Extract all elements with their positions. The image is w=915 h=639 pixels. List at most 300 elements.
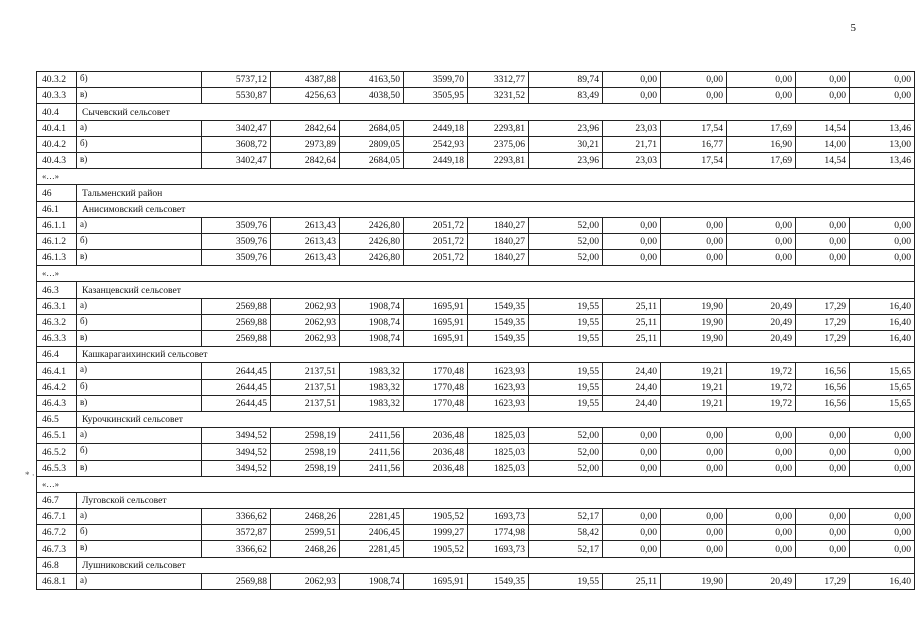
value-cell: 0,00 <box>796 250 850 266</box>
value-cell: 19,21 <box>661 395 727 411</box>
section-code: 46.1 <box>37 201 77 217</box>
value-cell: 19,21 <box>661 363 727 379</box>
row-code: 46.5.2 <box>37 444 77 460</box>
value-cell: 0,00 <box>727 444 796 460</box>
row-subitem: в) <box>77 460 202 476</box>
value-cell: 1825,03 <box>468 428 529 444</box>
value-cell: 0,00 <box>796 525 850 541</box>
value-cell: 52,00 <box>529 460 603 476</box>
value-cell: 2599,51 <box>271 525 340 541</box>
value-cell: 19,55 <box>529 395 603 411</box>
value-cell: 25,11 <box>603 331 661 347</box>
value-cell: 0,00 <box>850 428 915 444</box>
ellipsis-row <box>37 476 915 492</box>
value-cell: 0,00 <box>850 541 915 557</box>
value-cell: 2449,18 <box>404 120 468 136</box>
value-cell: 14,54 <box>796 152 850 168</box>
page-number: 5 <box>850 22 856 34</box>
value-cell: 1695,91 <box>404 298 468 314</box>
value-cell: 16,40 <box>850 331 915 347</box>
table-row <box>37 379 915 395</box>
row-code: 46.7.2 <box>37 525 77 541</box>
value-cell: 1840,27 <box>468 233 529 249</box>
value-cell: 2842,64 <box>271 120 340 136</box>
value-cell: 2468,26 <box>271 509 340 525</box>
row-subitem: в) <box>77 541 202 557</box>
value-cell: 1825,03 <box>468 444 529 460</box>
value-cell: 1549,35 <box>468 298 529 314</box>
value-cell: 2406,45 <box>340 525 404 541</box>
value-cell: 2684,05 <box>340 152 404 168</box>
value-cell: 15,65 <box>850 395 915 411</box>
value-cell: 3509,76 <box>202 250 271 266</box>
value-cell: 19,55 <box>529 298 603 314</box>
value-cell: 0,00 <box>796 460 850 476</box>
value-cell: 0,00 <box>727 233 796 249</box>
value-cell: 3509,76 <box>202 217 271 233</box>
row-code: 46.3.2 <box>37 314 77 330</box>
value-cell: 17,54 <box>661 120 727 136</box>
value-cell: 16,40 <box>850 298 915 314</box>
value-cell: 19,21 <box>661 379 727 395</box>
value-cell: 20,49 <box>727 573 796 589</box>
value-cell: 5737,12 <box>202 72 271 88</box>
section-code: 46.3 <box>37 282 77 298</box>
value-cell: 0,00 <box>661 444 727 460</box>
value-cell: 52,00 <box>529 217 603 233</box>
value-cell: 2569,88 <box>202 573 271 589</box>
value-cell: 13,00 <box>850 136 915 152</box>
row-code: 46.5.1 <box>37 428 77 444</box>
value-cell: 0,00 <box>603 233 661 249</box>
value-cell: 0,00 <box>727 460 796 476</box>
section-header-row <box>37 185 915 201</box>
section-name: Сычевский сельсовет <box>77 104 915 120</box>
value-cell: 2613,43 <box>271 233 340 249</box>
value-cell: 2598,19 <box>271 428 340 444</box>
value-cell: 16,56 <box>796 363 850 379</box>
value-cell: 1908,74 <box>340 298 404 314</box>
value-cell: 17,69 <box>727 152 796 168</box>
value-cell: 2411,56 <box>340 460 404 476</box>
value-cell: 1908,74 <box>340 314 404 330</box>
value-cell: 0,00 <box>796 428 850 444</box>
omission-mark: «…» <box>37 476 915 492</box>
value-cell: 1770,48 <box>404 363 468 379</box>
value-cell: 4163,50 <box>340 72 404 88</box>
section-header-row <box>37 411 915 427</box>
row-subitem: в) <box>77 88 202 104</box>
value-cell: 19,72 <box>727 395 796 411</box>
value-cell: 0,00 <box>603 250 661 266</box>
value-cell: 19,55 <box>529 573 603 589</box>
value-cell: 14,00 <box>796 136 850 152</box>
value-cell: 2036,48 <box>404 444 468 460</box>
value-cell: 2051,72 <box>404 250 468 266</box>
value-cell: 0,00 <box>661 88 727 104</box>
row-subitem: б) <box>77 233 202 249</box>
value-cell: 2281,45 <box>340 541 404 557</box>
value-cell: 1770,48 <box>404 379 468 395</box>
section-name: Луговской сельсовет <box>77 492 915 508</box>
row-subitem: а) <box>77 509 202 525</box>
value-cell: 2809,05 <box>340 136 404 152</box>
value-cell: 20,49 <box>727 298 796 314</box>
row-subitem: а) <box>77 363 202 379</box>
section-code: 46.4 <box>37 347 77 363</box>
section-name: Тальменский район <box>77 185 915 201</box>
value-cell: 1774,98 <box>468 525 529 541</box>
table-row <box>37 233 915 249</box>
value-cell: 0,00 <box>603 509 661 525</box>
value-cell: 0,00 <box>850 444 915 460</box>
value-cell: 2598,19 <box>271 460 340 476</box>
value-cell: 58,42 <box>529 525 603 541</box>
value-cell: 19,90 <box>661 573 727 589</box>
value-cell: 0,00 <box>661 460 727 476</box>
value-cell: 0,00 <box>603 428 661 444</box>
value-cell: 1983,32 <box>340 363 404 379</box>
section-code: 46.8 <box>37 557 77 573</box>
value-cell: 25,11 <box>603 314 661 330</box>
row-code: 46.7.3 <box>37 541 77 557</box>
value-cell: 0,00 <box>603 72 661 88</box>
value-cell: 4387,88 <box>271 72 340 88</box>
value-cell: 15,65 <box>850 363 915 379</box>
scan-mark: * · <box>25 470 35 480</box>
section-name: Казанцевский сельсовет <box>77 282 915 298</box>
value-cell: 5530,87 <box>202 88 271 104</box>
value-cell: 4038,50 <box>340 88 404 104</box>
value-cell: 1825,03 <box>468 460 529 476</box>
table-row <box>37 428 915 444</box>
value-cell: 0,00 <box>796 509 850 525</box>
value-cell: 2281,45 <box>340 509 404 525</box>
value-cell: 24,40 <box>603 379 661 395</box>
value-cell: 2644,45 <box>202 363 271 379</box>
value-cell: 0,00 <box>603 88 661 104</box>
row-subitem: а) <box>77 298 202 314</box>
row-subitem: в) <box>77 152 202 168</box>
row-code: 40.4.3 <box>37 152 77 168</box>
table-row <box>37 331 915 347</box>
row-code: 46.4.3 <box>37 395 77 411</box>
value-cell: 3366,62 <box>202 509 271 525</box>
value-cell: 15,65 <box>850 379 915 395</box>
omission-mark: «…» <box>37 169 915 185</box>
section-code: 46 <box>37 185 77 201</box>
row-code: 46.1.3 <box>37 250 77 266</box>
value-cell: 1623,93 <box>468 395 529 411</box>
value-cell: 1549,35 <box>468 314 529 330</box>
value-cell: 16,90 <box>727 136 796 152</box>
value-cell: 2062,93 <box>271 331 340 347</box>
value-cell: 0,00 <box>661 541 727 557</box>
value-cell: 0,00 <box>796 444 850 460</box>
value-cell: 3231,52 <box>468 88 529 104</box>
value-cell: 3312,77 <box>468 72 529 88</box>
value-cell: 3494,52 <box>202 444 271 460</box>
row-subitem: а) <box>77 120 202 136</box>
value-cell: 17,29 <box>796 331 850 347</box>
value-cell: 0,00 <box>796 72 850 88</box>
value-cell: 19,90 <box>661 298 727 314</box>
row-code: 40.4.2 <box>37 136 77 152</box>
value-cell: 2569,88 <box>202 331 271 347</box>
value-cell: 3366,62 <box>202 541 271 557</box>
row-subitem: а) <box>77 428 202 444</box>
table-row <box>37 314 915 330</box>
value-cell: 0,00 <box>727 217 796 233</box>
value-cell: 0,00 <box>661 72 727 88</box>
row-subitem: б) <box>77 444 202 460</box>
value-cell: 0,00 <box>850 233 915 249</box>
value-cell: 52,00 <box>529 233 603 249</box>
value-cell: 0,00 <box>850 460 915 476</box>
value-cell: 25,11 <box>603 298 661 314</box>
value-cell: 2051,72 <box>404 233 468 249</box>
section-header-row <box>37 557 915 573</box>
value-cell: 1549,35 <box>468 331 529 347</box>
table-row <box>37 120 915 136</box>
value-cell: 2684,05 <box>340 120 404 136</box>
value-cell: 16,40 <box>850 314 915 330</box>
row-subitem: б) <box>77 314 202 330</box>
value-cell: 1905,52 <box>404 509 468 525</box>
value-cell: 2426,80 <box>340 217 404 233</box>
value-cell: 2569,88 <box>202 314 271 330</box>
value-cell: 2293,81 <box>468 120 529 136</box>
row-code: 46.5.3 <box>37 460 77 476</box>
value-cell: 17,54 <box>661 152 727 168</box>
section-header-row <box>37 104 915 120</box>
table-row <box>37 136 915 152</box>
row-code: 46.4.2 <box>37 379 77 395</box>
value-cell: 0,00 <box>661 250 727 266</box>
value-cell: 1695,91 <box>404 573 468 589</box>
row-subitem: в) <box>77 331 202 347</box>
value-cell: 0,00 <box>727 250 796 266</box>
tariff-table-container <box>36 71 911 590</box>
value-cell: 3494,52 <box>202 460 271 476</box>
table-row <box>37 250 915 266</box>
table-row <box>37 88 915 104</box>
value-cell: 2293,81 <box>468 152 529 168</box>
value-cell: 23,96 <box>529 120 603 136</box>
table-row <box>37 298 915 314</box>
section-header-row <box>37 201 915 217</box>
value-cell: 0,00 <box>603 525 661 541</box>
value-cell: 2842,64 <box>271 152 340 168</box>
value-cell: 16,40 <box>850 573 915 589</box>
value-cell: 19,72 <box>727 379 796 395</box>
value-cell: 1770,48 <box>404 395 468 411</box>
value-cell: 0,00 <box>727 428 796 444</box>
row-code: 46.1.1 <box>37 217 77 233</box>
value-cell: 23,96 <box>529 152 603 168</box>
value-cell: 2542,93 <box>404 136 468 152</box>
row-subitem: б) <box>77 72 202 88</box>
value-cell: 1983,32 <box>340 379 404 395</box>
value-cell: 2598,19 <box>271 444 340 460</box>
section-header-row <box>37 347 915 363</box>
value-cell: 0,00 <box>727 509 796 525</box>
value-cell: 2062,93 <box>271 314 340 330</box>
value-cell: 52,17 <box>529 541 603 557</box>
value-cell: 3599,70 <box>404 72 468 88</box>
value-cell: 2449,18 <box>404 152 468 168</box>
section-name: Анисимовский сельсовет <box>77 201 915 217</box>
value-cell: 83,49 <box>529 88 603 104</box>
value-cell: 0,00 <box>603 217 661 233</box>
value-cell: 2426,80 <box>340 233 404 249</box>
value-cell: 2468,26 <box>271 541 340 557</box>
value-cell: 30,21 <box>529 136 603 152</box>
value-cell: 24,40 <box>603 363 661 379</box>
ellipsis-row <box>37 266 915 282</box>
value-cell: 0,00 <box>661 525 727 541</box>
value-cell: 0,00 <box>661 217 727 233</box>
value-cell: 13,46 <box>850 152 915 168</box>
value-cell: 0,00 <box>727 88 796 104</box>
row-subitem: в) <box>77 395 202 411</box>
value-cell: 3402,47 <box>202 120 271 136</box>
value-cell: 89,74 <box>529 72 603 88</box>
value-cell: 16,56 <box>796 395 850 411</box>
value-cell: 1905,52 <box>404 541 468 557</box>
section-header-row <box>37 492 915 508</box>
value-cell: 1623,93 <box>468 379 529 395</box>
table-row <box>37 460 915 476</box>
table-row <box>37 363 915 379</box>
value-cell: 0,00 <box>603 460 661 476</box>
value-cell: 3572,87 <box>202 525 271 541</box>
row-subitem: б) <box>77 136 202 152</box>
value-cell: 3509,76 <box>202 233 271 249</box>
value-cell: 52,00 <box>529 250 603 266</box>
row-code: 40.4.1 <box>37 120 77 136</box>
value-cell: 1983,32 <box>340 395 404 411</box>
value-cell: 2036,48 <box>404 428 468 444</box>
value-cell: 1695,91 <box>404 314 468 330</box>
section-header-row <box>37 282 915 298</box>
value-cell: 14,54 <box>796 120 850 136</box>
table-body <box>37 72 915 590</box>
value-cell: 1999,27 <box>404 525 468 541</box>
ellipsis-row <box>37 169 915 185</box>
value-cell: 1840,27 <box>468 250 529 266</box>
value-cell: 2375,06 <box>468 136 529 152</box>
row-code: 46.1.2 <box>37 233 77 249</box>
value-cell: 0,00 <box>796 217 850 233</box>
table-row <box>37 509 915 525</box>
table-row <box>37 525 915 541</box>
value-cell: 17,29 <box>796 314 850 330</box>
table-row <box>37 573 915 589</box>
value-cell: 1908,74 <box>340 573 404 589</box>
value-cell: 0,00 <box>603 541 661 557</box>
value-cell: 25,11 <box>603 573 661 589</box>
value-cell: 19,72 <box>727 363 796 379</box>
value-cell: 0,00 <box>850 72 915 88</box>
value-cell: 23,03 <box>603 120 661 136</box>
value-cell: 3608,72 <box>202 136 271 152</box>
value-cell: 0,00 <box>661 233 727 249</box>
value-cell: 52,00 <box>529 428 603 444</box>
value-cell: 3402,47 <box>202 152 271 168</box>
value-cell: 3494,52 <box>202 428 271 444</box>
table-row <box>37 72 915 88</box>
value-cell: 19,55 <box>529 363 603 379</box>
value-cell: 1695,91 <box>404 331 468 347</box>
value-cell: 0,00 <box>603 444 661 460</box>
value-cell: 24,40 <box>603 395 661 411</box>
value-cell: 2613,43 <box>271 250 340 266</box>
row-subitem: в) <box>77 250 202 266</box>
value-cell: 0,00 <box>850 250 915 266</box>
value-cell: 1693,73 <box>468 541 529 557</box>
value-cell: 2036,48 <box>404 460 468 476</box>
value-cell: 0,00 <box>850 217 915 233</box>
value-cell: 52,17 <box>529 509 603 525</box>
row-code: 46.7.1 <box>37 509 77 525</box>
section-code: 40.4 <box>37 104 77 120</box>
row-subitem: б) <box>77 525 202 541</box>
value-cell: 0,00 <box>796 541 850 557</box>
section-code: 46.7 <box>37 492 77 508</box>
value-cell: 3505,95 <box>404 88 468 104</box>
value-cell: 2051,72 <box>404 217 468 233</box>
section-name: Лушниковский сельсовет <box>77 557 915 573</box>
value-cell: 2613,43 <box>271 217 340 233</box>
value-cell: 2426,80 <box>340 250 404 266</box>
value-cell: 2137,51 <box>271 379 340 395</box>
value-cell: 19,55 <box>529 379 603 395</box>
value-cell: 0,00 <box>850 525 915 541</box>
value-cell: 19,55 <box>529 314 603 330</box>
value-cell: 17,29 <box>796 573 850 589</box>
value-cell: 52,00 <box>529 444 603 460</box>
value-cell: 2062,93 <box>271 573 340 589</box>
tariff-table <box>36 71 915 590</box>
row-code: 46.3.3 <box>37 331 77 347</box>
row-code: 40.3.2 <box>37 72 77 88</box>
value-cell: 17,29 <box>796 298 850 314</box>
row-code: 40.3.3 <box>37 88 77 104</box>
value-cell: 0,00 <box>727 72 796 88</box>
table-row <box>37 217 915 233</box>
value-cell: 17,69 <box>727 120 796 136</box>
table-row <box>37 444 915 460</box>
section-name: Кашкарагаихинский сельсовет <box>77 347 915 363</box>
value-cell: 16,56 <box>796 379 850 395</box>
value-cell: 0,00 <box>661 509 727 525</box>
row-subitem: а) <box>77 573 202 589</box>
value-cell: 19,90 <box>661 314 727 330</box>
value-cell: 0,00 <box>850 88 915 104</box>
value-cell: 2411,56 <box>340 428 404 444</box>
value-cell: 2411,56 <box>340 444 404 460</box>
value-cell: 1693,73 <box>468 509 529 525</box>
value-cell: 19,90 <box>661 331 727 347</box>
value-cell: 2137,51 <box>271 363 340 379</box>
value-cell: 2644,45 <box>202 395 271 411</box>
value-cell: 19,55 <box>529 331 603 347</box>
section-name: Курочкинский сельсовет <box>77 411 915 427</box>
value-cell: 4256,63 <box>271 88 340 104</box>
value-cell: 2569,88 <box>202 298 271 314</box>
row-subitem: а) <box>77 217 202 233</box>
